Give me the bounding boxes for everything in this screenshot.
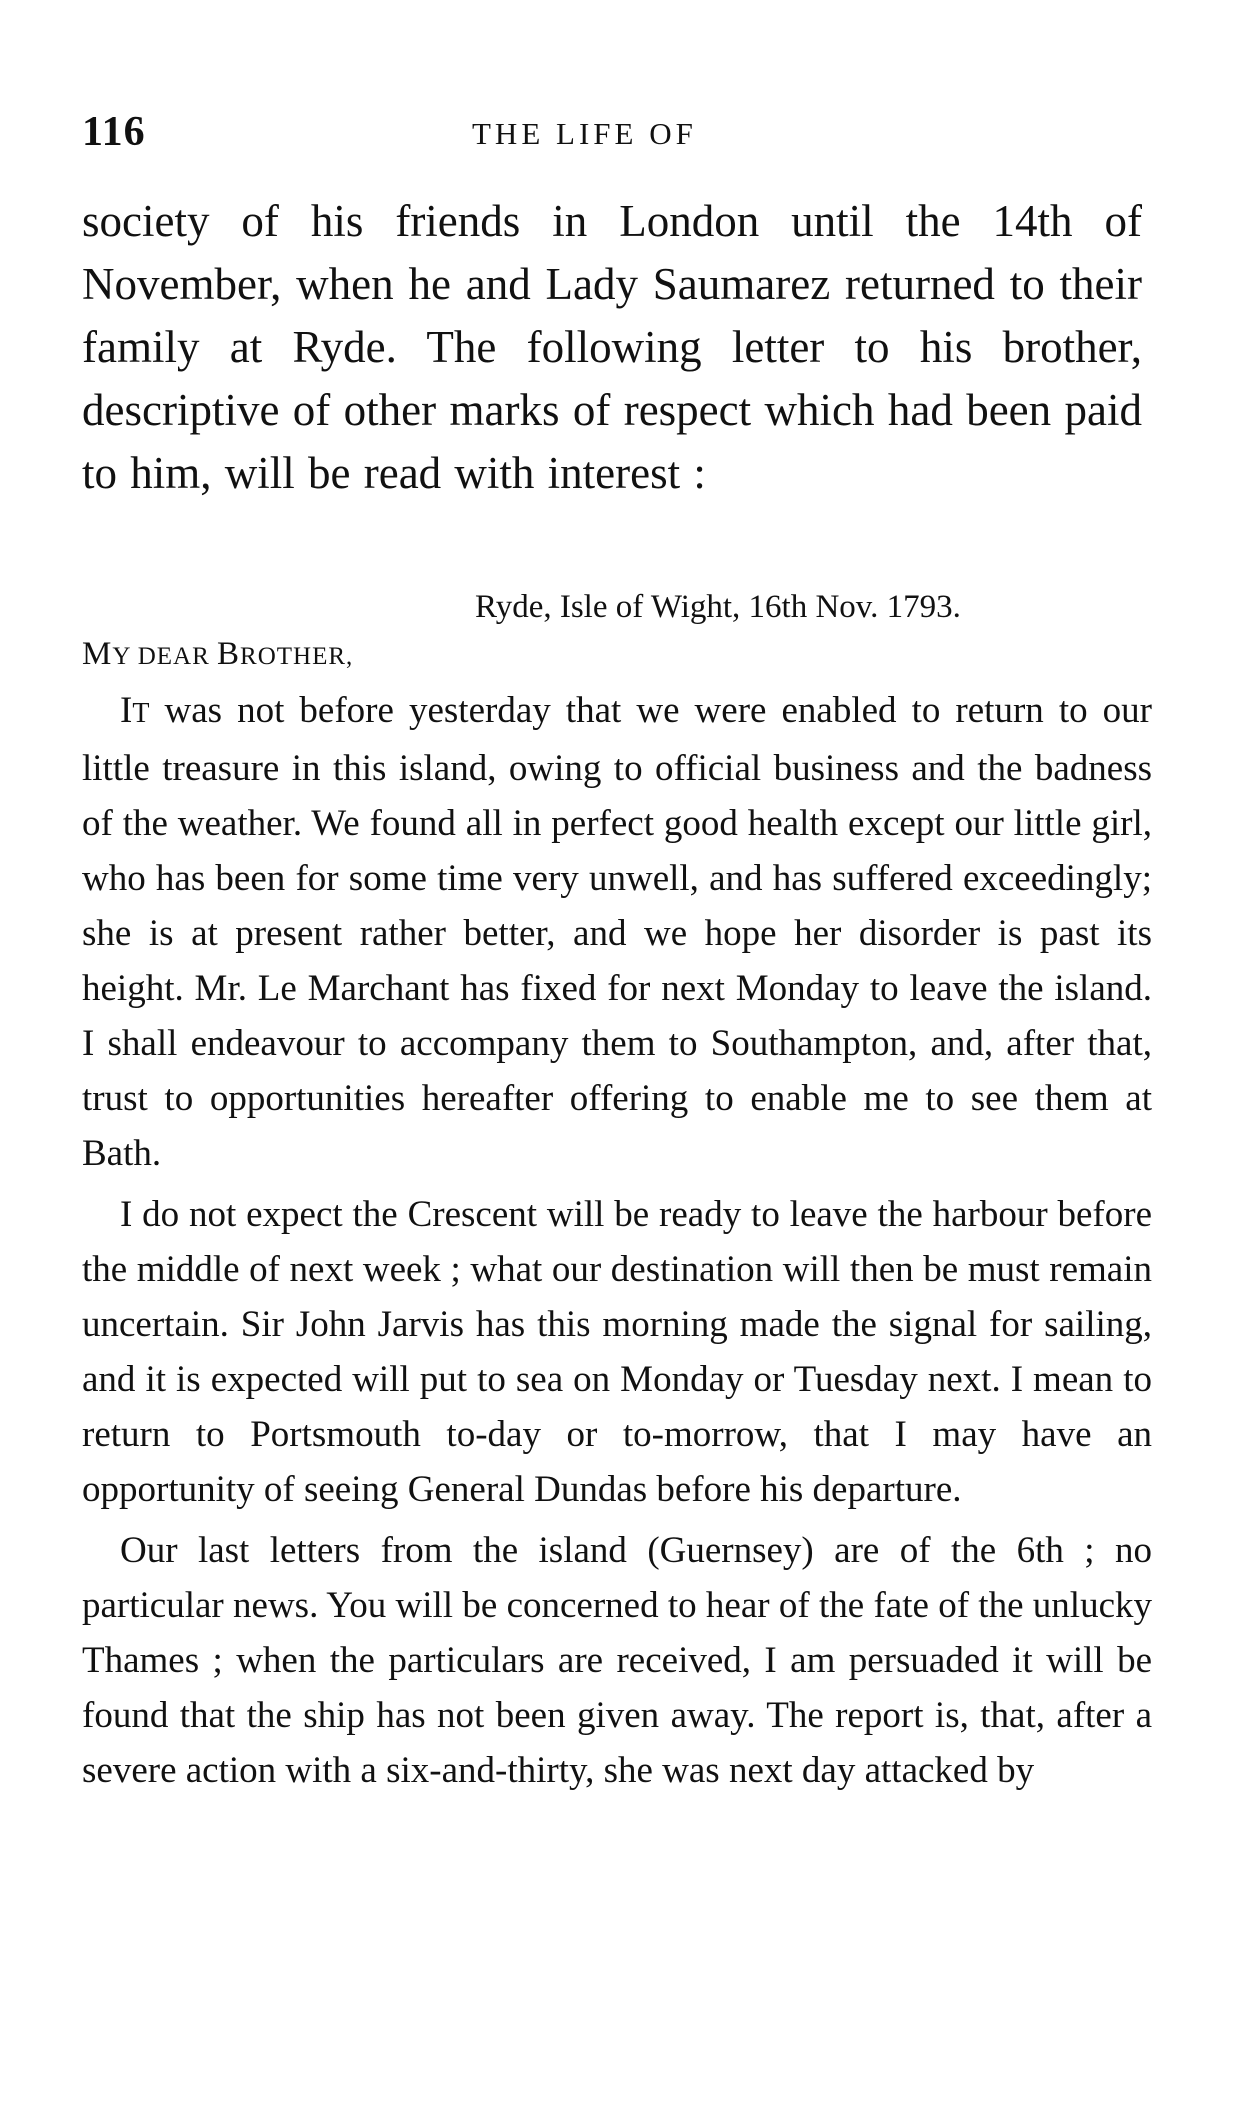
letter-initial: I <box>120 690 133 731</box>
salutation-cap-2: B <box>217 636 241 672</box>
running-head: THE LIFE OF <box>472 116 697 151</box>
page-header <box>82 108 1162 168</box>
salutation-cap-1: M <box>82 636 113 672</box>
letter-body <box>82 683 1152 1804</box>
letter-paragraph-3: Our last letters from the island (Guernsey) are of the 6th ; no particular news. You will be concerned to hear of the fate of the unlucky Thames ; when the particulars are received, I am persuaded it will be found that the ship has not been given away. The report is, that, after a severe action with a six-and-thirty, she was next day attacked by <box>82 1530 1152 1791</box>
salutation-rest-1: Y DEAR <box>112 643 218 670</box>
letter-paragraph-1-text: was not before yesterday that we were enabled to return to our little treasure in this island, owing to official business and the badness of the weather. We found all in perfect good health except our little girl, who has been for some time very unwell, and has suffered exceedingly; she is at present rather better, and we hope her disorder is past its height. Mr. Le Marchant has fixed for next Monday to leave the island. I shall endeavour to accompany them to Southampton, and, after that, trust to opportunities hereafter offering to enable me to see them at Bath. <box>82 690 1152 1174</box>
letter-paragraph-1 <box>82 683 1152 1181</box>
letter-paragraph-2: I do not expect the Crescent will be ready to leave the harbour before the middle of next week ; what our destination will then be must remain uncertain. Sir John Jarvis has this morning made the signal for sailing, and it is expected will put to sea on Monday or Tuesday next. I mean to return to Portsmouth to-day or to-morrow, that I may have an opportunity of seeing General Dundas before his departure. <box>82 1194 1152 1510</box>
letter-salutation <box>82 632 1142 679</box>
page-number: 116 <box>82 109 146 155</box>
intro-paragraph: society of his friends in London until the 14th of November, when he and Lady Saumarez returned to their family at Ryde. The following letter to his brother, descriptive of other marks of respect which had been paid to him, will be read with interest : <box>82 196 1142 498</box>
salutation-rest-2: ROTHER, <box>240 643 354 670</box>
letter-initial-rest: T <box>132 698 150 729</box>
letter-dateline: Ryde, Isle of Wight, 16th Nov. 1793. <box>475 589 961 625</box>
